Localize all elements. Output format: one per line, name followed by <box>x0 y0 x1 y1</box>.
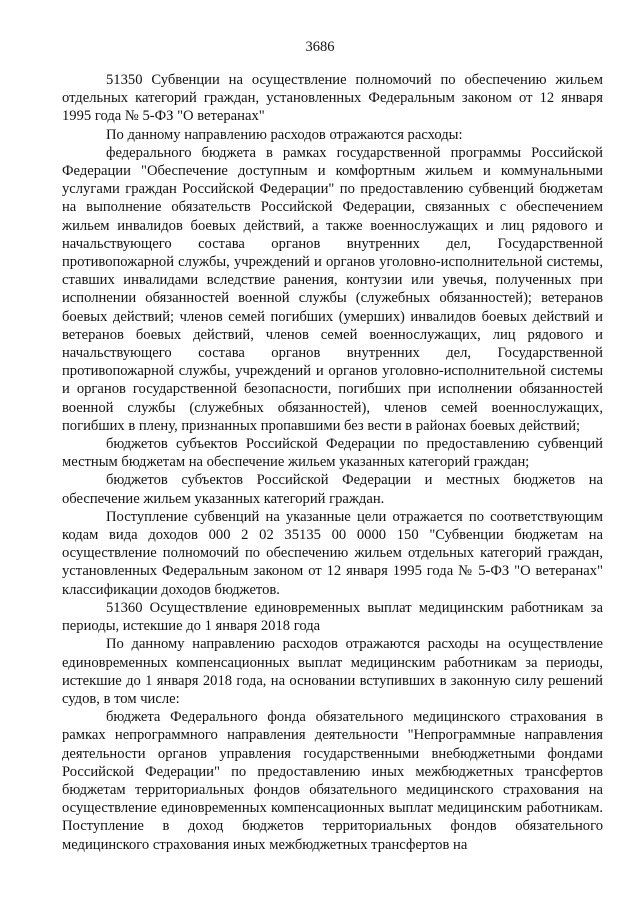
paragraph-ffoms-budget: бюджета Федерального фонда обязательного медицинского страхования в рамках непрограммного направления деятельности "Непрограммные направления деятельности органов управления государственными внебюджетными фондами Российской Федерации" по предоставлению иных межбюджетных трансфертов бюджетам территориальных фондов обязательного медицинского страхования на осуществление единовременных компенсационных выплат медицинским работникам. Поступление в доход бюджетов территориальных фондов обязательного медицинского страхования иных межбюджетных трансфертов на <box>62 709 603 853</box>
document-body <box>62 71 603 854</box>
paragraph-regional-and-local-budgets: бюджетов субъектов Российской Федерации и местных бюджетов на обеспечение жильем указанных категорий граждан. <box>62 472 603 507</box>
paragraph-subvention-revenue: Поступление субвенций на указанные цели отражается по соответствующим кодам вида доходов 000 2 02 35135 00 0000 150 "Субвенции бюджетам на осуществление полномочий по обеспечению жильем отдельных категорий граждан, установленных Федеральным законом от 12 января 1995 года № 5-ФЗ "О ветеранах" классификации доходов бюджетов. <box>62 508 603 598</box>
paragraph-compensation-intro: По данному направлению расходов отражаются расходы на осуществление единовременных компенсационных выплат медицинским работникам за периоды, истекшие до 1 января 2018 года, на основании вступивших в законную силу решений судов, в том числе: <box>62 636 603 707</box>
paragraph-federal-budget: федерального бюджета в рамках государственной программы Российской Федерации "Обеспечение доступным и комфортным жильем и коммунальными услугами граждан Российской Федерации" по предоставлению субвенций бюджетам на выполнение обязательств Российской Федерации, связанных с обеспечением жильем инвалидов боевых действий, а также военнослужащих и лиц рядового и начальствующего состава органов внутренних дел, Государственной противопожарной службы, учреждений и органов уголовно-исполнительной системы, ставших инвалидами вследствие ранения, контузии или увечья, полученных при исполнении обязанностей военной службы (служебных обязанностей); ветеранов боевых действий; членов семей погибших (умерших) инвалидов боевых действий и ветеранов боевых действий, членов семей военнослужащих, лиц рядового и начальствующего состава органов внутренних дел, Государственной противопожарной службы, учреждений и органов уголовно-исполнительной системы и органов государственной безопасности, погибших при исполнении обязанностей военной службы (служебных обязанностей), членов семей военнослужащих, погибших в плену, признанных пропавшими без вести в районах боевых действий; <box>62 144 603 434</box>
paragraph-51360-heading: 51360 Осуществление единовременных выплат медицинским работникам за периоды, истекшие до 1 января 2018 года <box>62 599 603 635</box>
paragraph-expenses-intro: По данному направлению расходов отражаются расходы: <box>106 126 463 143</box>
paragraph-51350-heading: 51350 Субвенции на осуществление полномочий по обеспечению жильем отдельных категорий граждан, установленных Федеральным законом от 12 января 1995 года № 5-ФЗ "О ветеранах" <box>62 72 603 125</box>
paragraph-regional-budgets: бюджетов субъектов Российской Федерации по предоставлению субвенций местным бюджетам на обеспечение жильем указанных категорий граждан; <box>62 436 603 471</box>
page-number: 3686 <box>305 39 335 55</box>
